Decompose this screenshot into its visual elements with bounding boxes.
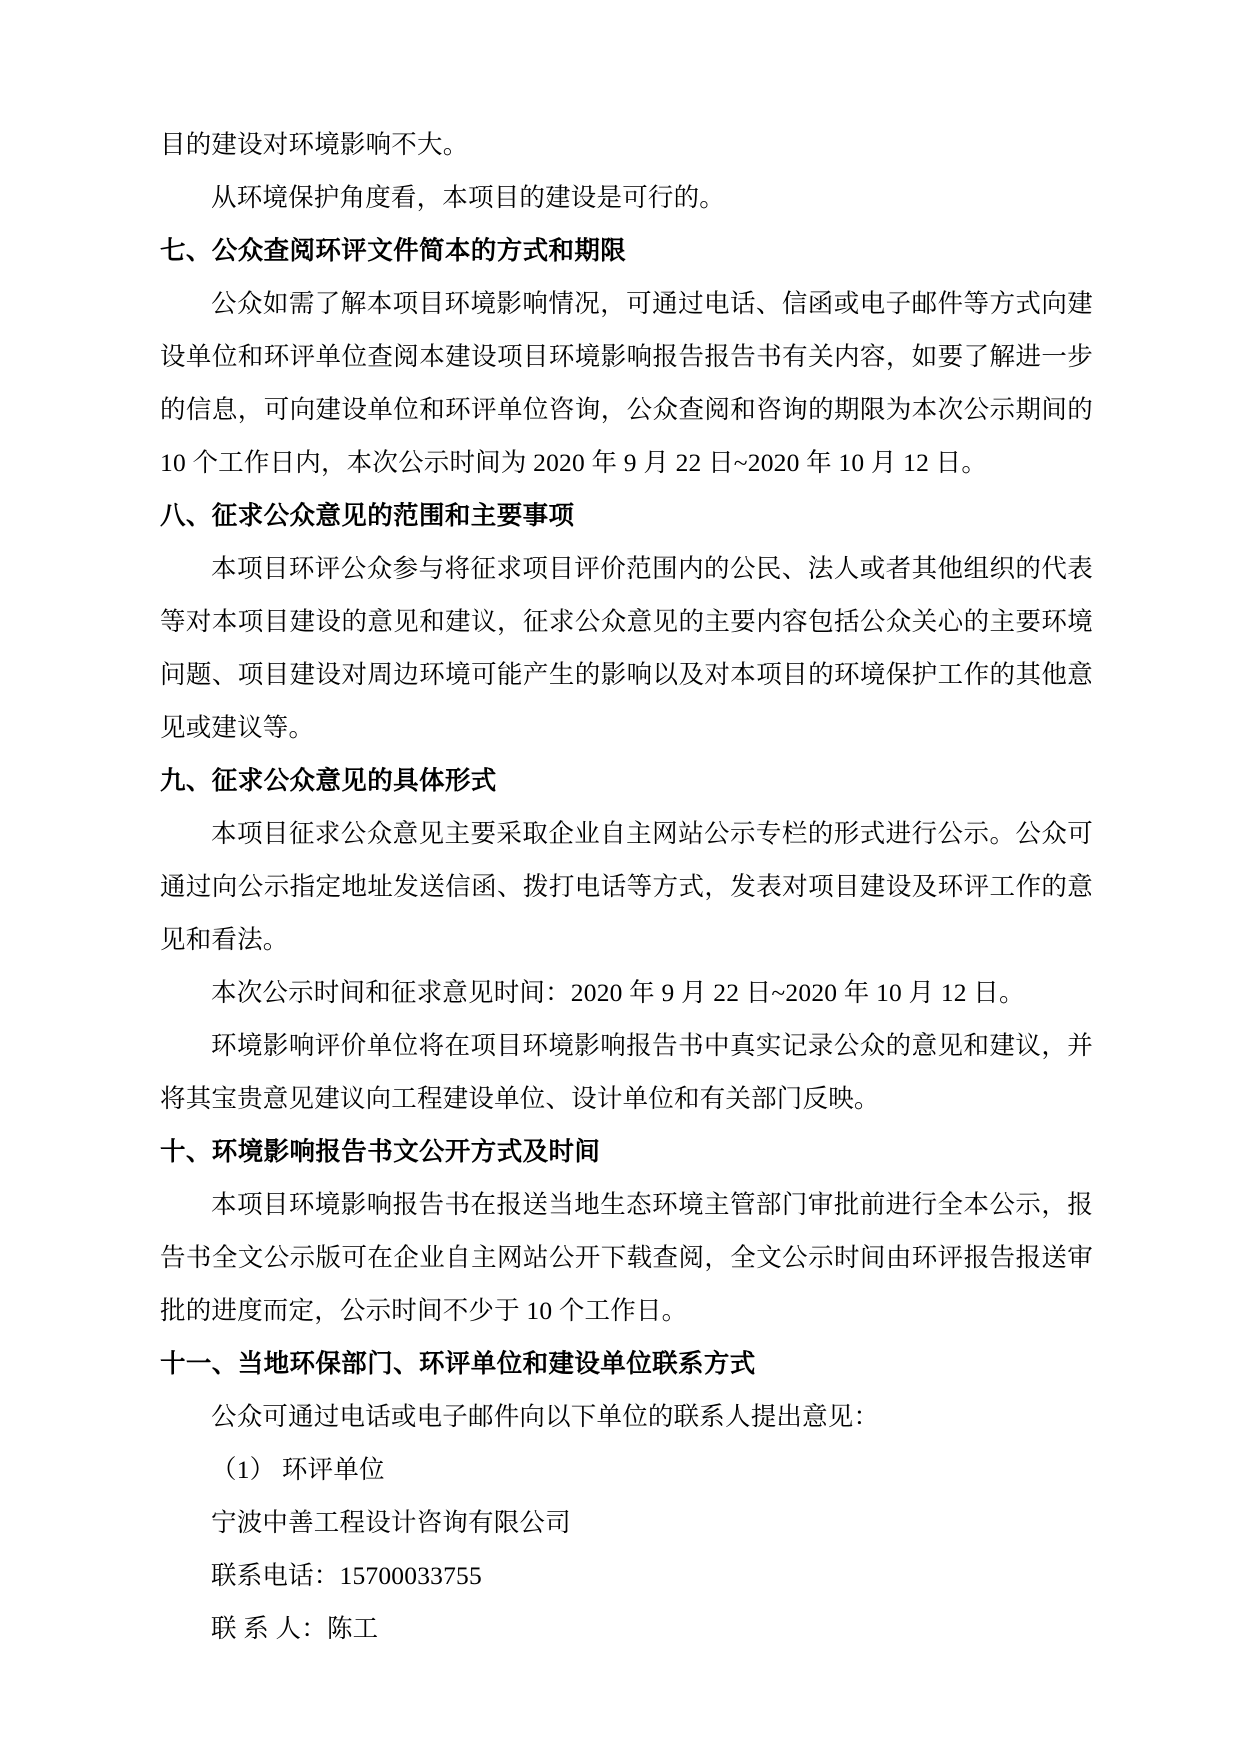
section-heading-nine: 九、征求公众意见的具体形式 bbox=[160, 766, 497, 795]
section-heading-eleven: 十一、当地环保部门、环评单位和建设单位联系方式 bbox=[160, 1349, 756, 1378]
paragraph-announcement-period: 本次公示时间和征求意见时间：2020 年 9 月 22 日~2020 年 10 月 12 日。 bbox=[211, 978, 1025, 1007]
paragraph-opinion-format: 本项目征求公众意见主要采取企业自主网站公示专栏的形式进行公示。公众可通过向公示指定地址发送信函、拨打电话等方式，发表对项目建设及环评工作的意见和看法。 bbox=[160, 819, 1093, 954]
paragraph-contact-intro: 公众可通过电话或电子邮件向以下单位的联系人提出意见： bbox=[211, 1402, 880, 1431]
paragraph-company-name: 宁波中善工程设计咨询有限公司 bbox=[211, 1508, 571, 1537]
section-heading-eight: 八、征求公众意见的范围和主要事项 bbox=[160, 501, 575, 530]
paragraph-continued: 目的建设对环境影响不大。 bbox=[160, 130, 469, 159]
paragraph-contact-item-one: （1） 环评单位 bbox=[211, 1455, 385, 1484]
section-heading-ten: 十、环境影响报告书文公开方式及时间 bbox=[160, 1137, 601, 1166]
paragraph-contact-phone: 联系电话：15700033755 bbox=[211, 1561, 482, 1590]
paragraph-feasible: 从环境保护角度看，本项目的建设是可行的。 bbox=[211, 183, 726, 212]
paragraph-report-disclosure: 本项目环境影响报告书在报送当地生态环境主管部门审批前进行全本公示，报告书全文公示版可在企业自主网站公开下载查阅，全文公示时间由环评报告报送审批的进度而定，公示时间不少于 10 个工作日。 bbox=[160, 1190, 1093, 1325]
paragraph-contact-person: 联 系 人：陈工 bbox=[211, 1614, 379, 1643]
document-body bbox=[160, 118, 1093, 1655]
section-heading-seven: 七、公众查阅环评文件简本的方式和期限 bbox=[160, 236, 627, 265]
paragraph-record-opinions: 环境影响评价单位将在项目环境影响报告书中真实记录公众的意见和建议，并将其宝贵意见建议向工程建设单位、设计单位和有关部门反映。 bbox=[160, 1031, 1093, 1113]
paragraph-opinion-scope: 本项目环评公众参与将征求项目评价范围内的公民、法人或者其他组织的代表等对本项目建设的意见和建议，征求公众意见的主要内容包括公众关心的主要环境问题、项目建设对周边环境可能产生的影响以及对本项目的环境保护工作的其他意见或建议等。 bbox=[160, 554, 1093, 742]
paragraph-public-review: 公众如需了解本项目环境影响情况，可通过电话、信函或电子邮件等方式向建设单位和环评单位查阅本建设项目环境影响报告报告书有关内容，如要了解进一步的信息，可向建设单位和环评单位咨询，公众查阅和咨询的期限为本次公示期间的 10 个工作日内，本次公示时间为 2020 年 9 月 22 日~2020 年 10 月 12 日。 bbox=[160, 289, 1093, 477]
